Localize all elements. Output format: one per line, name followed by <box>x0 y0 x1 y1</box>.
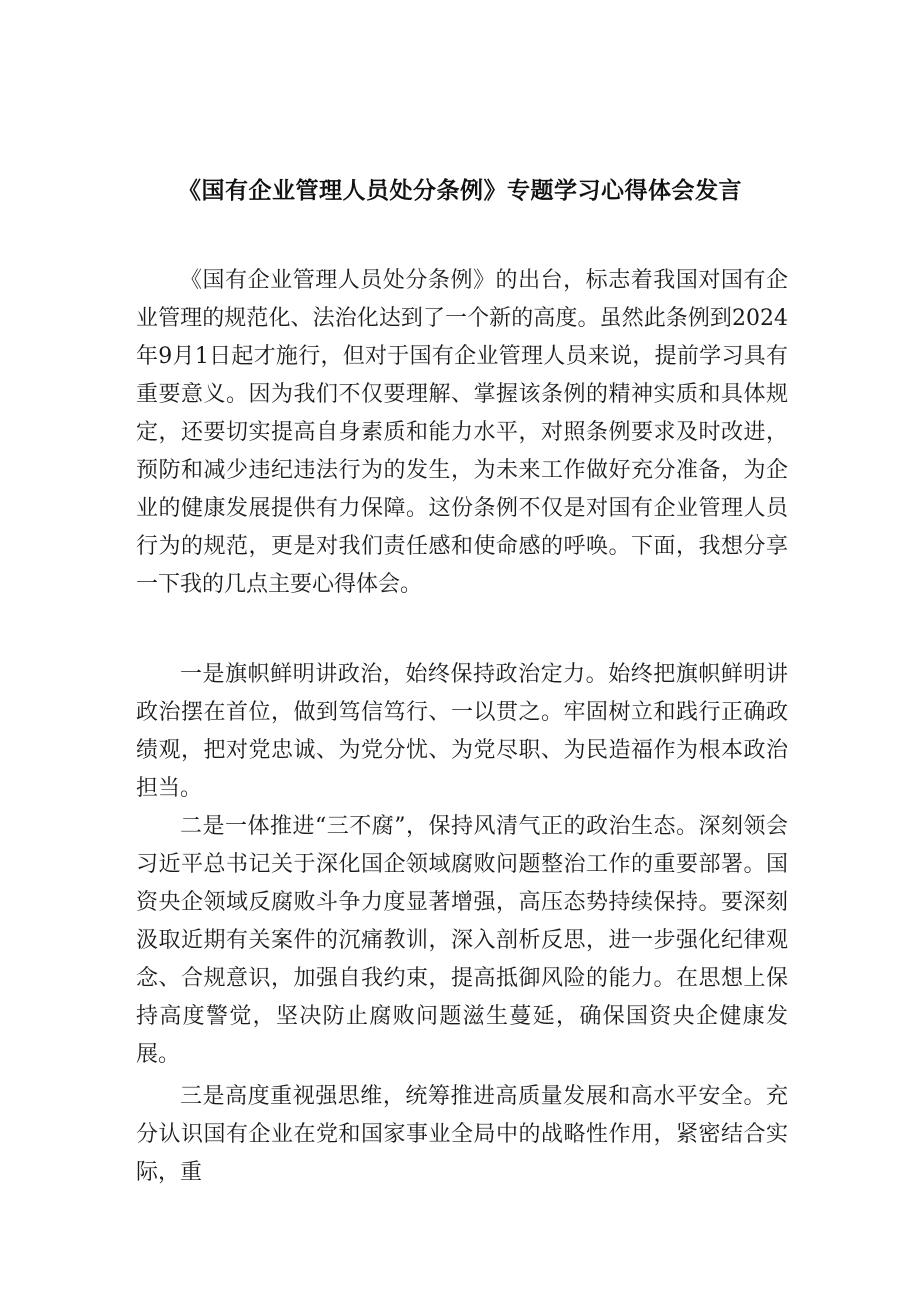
paragraph-text: 一是旗帜鲜明讲政治，始终保持政治定力。始终把旗帜鲜明讲政治摆在首位，做到笃信笃行、一以贯之。牢固树立和践行正确政绩观，把对党忠诚、为党分忧、为党尽职、为民造福作为根本政治担当。 <box>136 662 788 801</box>
body-paragraph-point-three <box>136 1078 788 1192</box>
body-paragraph-intro <box>136 262 788 604</box>
paragraph-text: 《国有企业管理人员处分条例》的出台，标志着我国对国有企业管理的规范化、法治化达到了一个新的高度。虽然此条例到2024年9月1日起才施行，但对于国有企业管理人员来说，提前学习具有重要意义。因为我们不仅要理解、掌握该条例的精神实质和具体规定，还要切实提高自身素质和能力水平，对照条例要求及时改进，预防和减少违纪违法行为的发生，为未来工作做好充分准备，为企业的健康发展提供有力保障。这份条例不仅是对国有企业管理人员行为的规范，更是对我们责任感和使命感的呼唤。下面，我想分享一下我的几点主要心得体会。 <box>136 268 788 597</box>
body-paragraph-point-two <box>136 808 788 1074</box>
paragraph-text: 二是一体推进“三不腐”，保持风清气正的政治生态。深刻领会习近平总书记关于深化国企领域腐败问题整治工作的重要部署。国资央企领域反腐败斗争力度显著增强，高压态势持续保持。要深刻汲取近期有关案件的沉痛教训，深入剖析反思，进一步强化纪律观念、合规意识，加强自我约束，提高抵御风险的能力。在思想上保持高度警觉，坚决防止腐败问题滋生蔓延，确保国资央企健康发展。 <box>136 814 788 1067</box>
document-title: 《国有企业管理人员处分条例》专题学习心得体会发言 <box>178 178 742 204</box>
paragraph-text: 三是高度重视强思维，统筹推进高质量发展和高水平安全。充分认识国有企业在党和国家事业全局中的战略性作用，紧密结合实际，重 <box>136 1084 788 1185</box>
body-paragraph-point-one <box>136 656 788 808</box>
